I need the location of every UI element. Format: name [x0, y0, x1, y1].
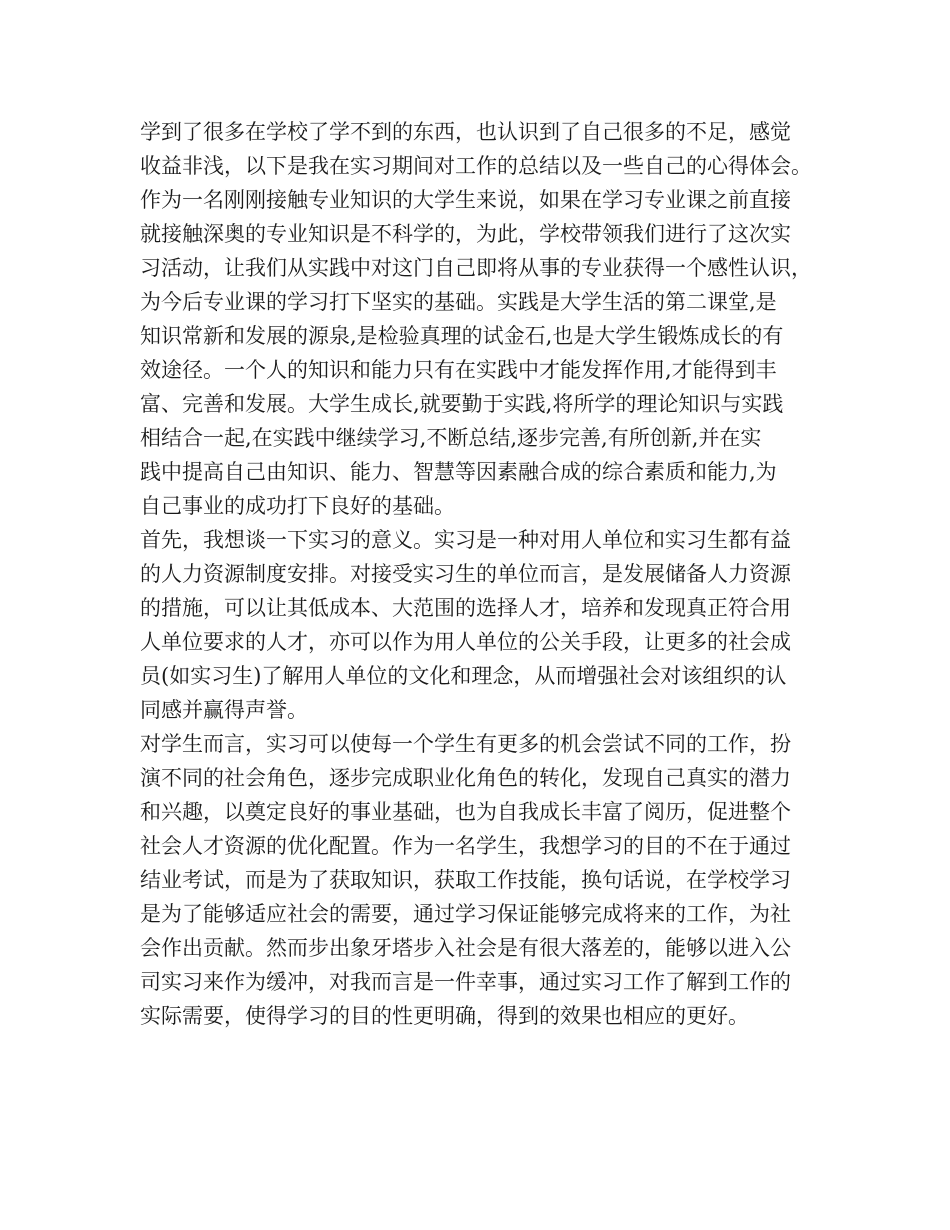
- text-line: 会作出贡献。然而步出象牙塔步入社会是有很大落差的，能够以进入公: [140, 936, 791, 960]
- text-line: 员(如实习生)了解用人单位的文化和理念，从而增强社会对该组织的认: [140, 664, 787, 688]
- text-line: 相结合一起,在实践中继续学习,不断总结,逐步完善,有所创新,并在实: [140, 426, 762, 450]
- text-line: 实际需要，使得学习的目的性更明确，得到的效果也相应的更好。: [140, 1004, 749, 1028]
- text-line: 收益非浅，以下是我在实习期间对工作的总结以及一些自己的心得体会。: [140, 154, 812, 178]
- text-line: 作为一名刚刚接触专业知识的大学生来说，如果在学习专业课之前直接: [140, 188, 791, 212]
- document-body: [140, 115, 820, 1033]
- text-line: 人单位要求的人才，亦可以作为用人单位的公关手段，让更多的社会成: [140, 630, 791, 654]
- text-line: 自己事业的成功打下良好的基础。: [140, 494, 455, 518]
- text-line: 的措施，可以让其低成本、大范围的选择人才，培养和发现真正符合用: [140, 596, 791, 620]
- text-line: 就接触深奥的专业知识是不科学的，为此，学校带领我们进行了这次实: [140, 222, 791, 246]
- text-line: 和兴趣，以奠定良好的事业基础，也为自我成长丰富了阅历，促进整个: [140, 800, 791, 824]
- text-line: 社会人才资源的优化配置。作为一名学生，我想学习的目的不在于通过: [140, 834, 791, 858]
- text-line: 司实习来作为缓冲，对我而言是一件幸事，通过实习工作了解到工作的: [140, 970, 791, 994]
- text-line: 知识常新和发展的源泉,是检验真理的试金石,也是大学生锻炼成长的有: [140, 324, 784, 348]
- text-line: 演不同的社会角色，逐步完成职业化角色的转化，发现自己真实的潜力: [140, 766, 791, 790]
- text-line: 对学生而言，实习可以使每一个学生有更多的机会尝试不同的工作，扮: [140, 732, 791, 756]
- text-line: 首先，我想谈一下实习的意义。实习是一种对用人单位和实习生都有益: [140, 528, 791, 552]
- text-line: 效途径。一个人的知识和能力只有在实践中才能发挥作用,才能得到丰: [140, 358, 777, 382]
- text-line: 结业考试，而是为了获取知识，获取工作技能，换句话说，在学校学习: [140, 868, 791, 892]
- text-line: 践中提高自己由知识、能力、智慧等因素融合成的综合素质和能力,为: [140, 460, 777, 484]
- text-line: 为今后专业课的学习打下坚实的基础。实践是大学生活的第二课堂,是: [140, 290, 777, 314]
- text-line: 的人力资源制度安排。对接受实习生的单位而言，是发展储备人力资源: [140, 562, 791, 586]
- text-line: 习活动，让我们从实践中对这门自己即将从事的专业获得一个感性认识，: [140, 256, 812, 280]
- text-line: 学到了很多在学校了学不到的东西，也认识到了自己很多的不足，感觉: [140, 120, 791, 144]
- text-line: 富、完善和发展。大学生成长,就要勤于实践,将所学的理论知识与实践: [140, 392, 784, 416]
- text-line: 同感并赢得声誉。: [140, 698, 308, 722]
- text-line: 是为了能够适应社会的需要，通过学习保证能够完成将来的工作，为社: [140, 902, 791, 926]
